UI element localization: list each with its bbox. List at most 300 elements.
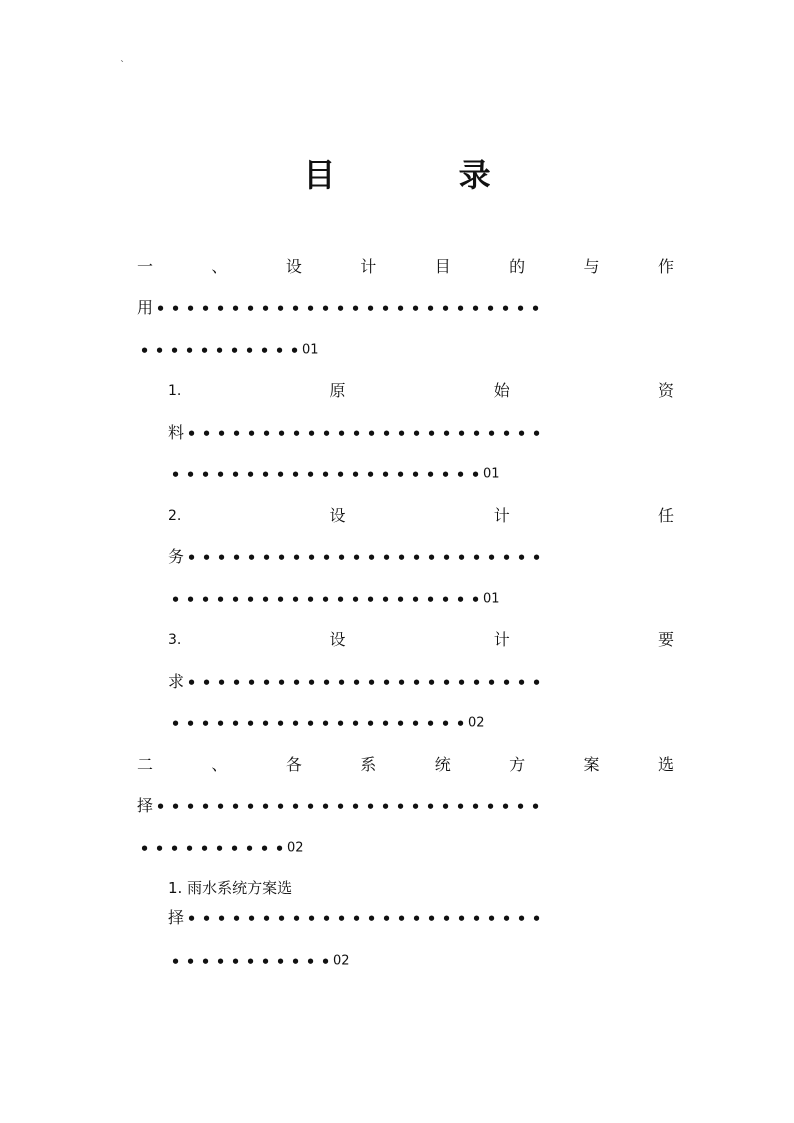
leader-dot: • bbox=[305, 299, 316, 318]
toc-entry-1-heading bbox=[137, 255, 674, 279]
toc-char: 选 bbox=[657, 755, 674, 774]
toc-char: 设 bbox=[285, 257, 302, 276]
leader-dot: • bbox=[381, 424, 392, 443]
page-number: 02 bbox=[468, 715, 485, 731]
leader-dot: • bbox=[440, 465, 451, 484]
toc-entry-1-2-leader-line bbox=[168, 545, 678, 569]
leader-dot: • bbox=[471, 424, 482, 443]
leader-dot: • bbox=[260, 590, 271, 609]
leader-dot: • bbox=[485, 299, 496, 318]
dot-leader bbox=[168, 588, 483, 612]
leader-dot: • bbox=[470, 465, 481, 484]
leader-dot: • bbox=[396, 909, 407, 928]
leader-dot: • bbox=[276, 548, 287, 567]
leader-dot: • bbox=[486, 909, 497, 928]
leader-dot: • bbox=[441, 673, 452, 692]
leader-dot: • bbox=[351, 909, 362, 928]
leader-dot: • bbox=[291, 909, 302, 928]
leader-dot: • bbox=[200, 590, 211, 609]
leader-dot: • bbox=[380, 714, 391, 733]
toc-char: 始 bbox=[493, 381, 510, 400]
leader-dot: • bbox=[335, 299, 346, 318]
leader-dot: • bbox=[441, 909, 452, 928]
leader-dot: • bbox=[350, 714, 361, 733]
leader-dot: • bbox=[215, 299, 226, 318]
leader-dot: • bbox=[214, 341, 225, 360]
toc-entry-1-1-leader-line bbox=[168, 421, 678, 445]
leader-dot: • bbox=[531, 548, 542, 567]
dot-leader bbox=[184, 907, 544, 931]
leader-dot: • bbox=[486, 548, 497, 567]
leader-dot: • bbox=[155, 797, 166, 816]
leader-dot: • bbox=[531, 424, 542, 443]
leader-dot: • bbox=[515, 299, 526, 318]
leader-dot: • bbox=[245, 590, 256, 609]
toc-char: 、 bbox=[211, 257, 228, 276]
toc-entry-1-1-heading bbox=[168, 379, 674, 403]
leader-dot: • bbox=[199, 341, 210, 360]
leader-dot: • bbox=[425, 465, 436, 484]
leader-dot: • bbox=[396, 548, 407, 567]
toc-char: 要 bbox=[657, 630, 674, 649]
leader-dot: • bbox=[410, 797, 421, 816]
leader-dot: • bbox=[441, 548, 452, 567]
toc-entry-2-heading bbox=[137, 753, 674, 777]
toc-char: 3. bbox=[168, 632, 182, 648]
leader-dot: • bbox=[470, 797, 481, 816]
leader-dot: • bbox=[410, 299, 421, 318]
leader-dot: • bbox=[244, 839, 255, 858]
leader-dot: • bbox=[516, 424, 527, 443]
leader-dot: • bbox=[184, 839, 195, 858]
leader-dot: • bbox=[216, 424, 227, 443]
leader-dot: • bbox=[260, 952, 271, 971]
leader-dot: • bbox=[246, 673, 257, 692]
leader-dot: • bbox=[185, 590, 196, 609]
leader-dot: • bbox=[396, 424, 407, 443]
toc-entry-1-3-heading bbox=[168, 628, 674, 652]
leader-dot: • bbox=[516, 673, 527, 692]
leader-dot: • bbox=[154, 341, 165, 360]
leader-dot: • bbox=[291, 424, 302, 443]
leader-dot: • bbox=[200, 465, 211, 484]
leader-dot: • bbox=[260, 797, 271, 816]
leader-dot: • bbox=[366, 424, 377, 443]
toc-entry-2-1-leader-line bbox=[168, 906, 678, 930]
leader-dot: • bbox=[230, 797, 241, 816]
leader-dot: • bbox=[351, 548, 362, 567]
leader-dot: • bbox=[215, 797, 226, 816]
leader-dot: • bbox=[245, 797, 256, 816]
leader-dot: • bbox=[366, 909, 377, 928]
toc-entry-2-1-heading bbox=[168, 876, 468, 900]
leader-dot: • bbox=[470, 299, 481, 318]
leader-dot: • bbox=[244, 341, 255, 360]
toc-entry-1-leader-line bbox=[137, 296, 677, 320]
toc-char: 系 bbox=[360, 755, 377, 774]
leader-dot: • bbox=[274, 839, 285, 858]
leader-dot: • bbox=[381, 548, 392, 567]
page-number: 01 bbox=[483, 591, 500, 607]
toc-entry-1-2-leader-end bbox=[168, 587, 568, 611]
leader-dot: • bbox=[440, 299, 451, 318]
leader-dot: • bbox=[411, 548, 422, 567]
leader-dot: • bbox=[395, 714, 406, 733]
leader-dot: • bbox=[365, 299, 376, 318]
leader-dot: • bbox=[260, 299, 271, 318]
leader-dot: • bbox=[214, 839, 225, 858]
leader-dot: • bbox=[426, 424, 437, 443]
leader-dot: • bbox=[336, 673, 347, 692]
leader-dot: • bbox=[336, 909, 347, 928]
leader-dot: • bbox=[350, 299, 361, 318]
leader-dot: • bbox=[259, 839, 270, 858]
leader-dot: • bbox=[381, 673, 392, 692]
dot-leader bbox=[137, 339, 302, 363]
leader-dot: • bbox=[365, 797, 376, 816]
leader-dot: • bbox=[289, 341, 300, 360]
leader-dot: • bbox=[306, 909, 317, 928]
toc-char: 统 bbox=[434, 755, 451, 774]
leader-dot: • bbox=[411, 673, 422, 692]
leader-dot: • bbox=[380, 590, 391, 609]
leader-dot: • bbox=[320, 714, 331, 733]
toc-char: 任 bbox=[657, 506, 674, 525]
leader-dot: • bbox=[365, 714, 376, 733]
leader-dot: • bbox=[200, 797, 211, 816]
leader-dot: • bbox=[321, 424, 332, 443]
leader-dot: • bbox=[185, 952, 196, 971]
leader-dot: • bbox=[229, 341, 240, 360]
leader-dot: • bbox=[231, 424, 242, 443]
leader-dot: • bbox=[351, 424, 362, 443]
leader-dot: • bbox=[530, 299, 541, 318]
leader-dot: • bbox=[216, 548, 227, 567]
leader-dot: • bbox=[259, 341, 270, 360]
leader-dot: • bbox=[201, 424, 212, 443]
leader-dot: • bbox=[170, 797, 181, 816]
leader-dot: • bbox=[275, 714, 286, 733]
leader-dot: • bbox=[486, 673, 497, 692]
leader-dot: • bbox=[216, 909, 227, 928]
toc-entry-1-2-heading bbox=[168, 504, 674, 528]
leader-dot: • bbox=[275, 590, 286, 609]
leader-dot: • bbox=[350, 590, 361, 609]
leader-dot: • bbox=[455, 714, 466, 733]
toc-char: 的 bbox=[509, 257, 526, 276]
dot-leader bbox=[168, 463, 483, 487]
leader-dot: • bbox=[440, 797, 451, 816]
leader-dot: • bbox=[170, 714, 181, 733]
dot-leader bbox=[137, 837, 287, 861]
toc-entry-2-leader-line bbox=[137, 794, 677, 818]
leader-dot: • bbox=[170, 590, 181, 609]
toc-char: 用 bbox=[137, 298, 154, 317]
toc-char: 计 bbox=[493, 506, 510, 525]
leader-dot: • bbox=[245, 714, 256, 733]
page-number: 01 bbox=[302, 342, 319, 358]
leader-dot: • bbox=[335, 797, 346, 816]
toc-char: 务 bbox=[168, 547, 185, 566]
leader-dot: • bbox=[456, 673, 467, 692]
toc-entry-1-1-leader-end bbox=[168, 462, 568, 486]
leader-dot: • bbox=[229, 839, 240, 858]
leader-dot: • bbox=[306, 673, 317, 692]
leader-dot: • bbox=[139, 341, 150, 360]
leader-dot: • bbox=[471, 548, 482, 567]
leader-dot: • bbox=[410, 714, 421, 733]
dot-leader bbox=[168, 712, 468, 736]
toc-char: 作 bbox=[657, 257, 674, 276]
leader-dot: • bbox=[246, 424, 257, 443]
toc-entry-2-leader-end bbox=[137, 836, 437, 860]
leader-dot: • bbox=[290, 299, 301, 318]
leader-dot: • bbox=[395, 299, 406, 318]
leader-dot: • bbox=[396, 673, 407, 692]
leader-dot: • bbox=[531, 909, 542, 928]
leader-dot: • bbox=[410, 590, 421, 609]
leader-dot: • bbox=[471, 909, 482, 928]
leader-dot: • bbox=[184, 341, 195, 360]
leader-dot: • bbox=[336, 548, 347, 567]
leader-dot: • bbox=[170, 299, 181, 318]
leader-dot: • bbox=[290, 465, 301, 484]
page-title: 目 录 bbox=[303, 156, 547, 194]
leader-dot: • bbox=[501, 424, 512, 443]
toc-char: 一 bbox=[137, 257, 154, 276]
leader-dot: • bbox=[516, 548, 527, 567]
leader-dot: • bbox=[245, 299, 256, 318]
leader-dot: • bbox=[425, 590, 436, 609]
leader-dot: • bbox=[440, 590, 451, 609]
leader-dot: • bbox=[425, 714, 436, 733]
leader-dot: • bbox=[320, 299, 331, 318]
leader-dot: • bbox=[335, 590, 346, 609]
leader-dot: • bbox=[199, 839, 210, 858]
leader-dot: • bbox=[320, 797, 331, 816]
dot-leader bbox=[153, 297, 543, 321]
leader-dot: • bbox=[366, 673, 377, 692]
leader-dot: • bbox=[485, 797, 496, 816]
leader-dot: • bbox=[321, 673, 332, 692]
leader-dot: • bbox=[230, 590, 241, 609]
leader-dot: • bbox=[516, 909, 527, 928]
toc-char: 计 bbox=[360, 257, 377, 276]
leader-dot: • bbox=[231, 548, 242, 567]
leader-dot: • bbox=[186, 424, 197, 443]
leader-dot: • bbox=[365, 465, 376, 484]
toc-char: 、 bbox=[211, 755, 228, 774]
leader-dot: • bbox=[486, 424, 497, 443]
toc-char: 方 bbox=[509, 755, 526, 774]
leader-dot: • bbox=[456, 909, 467, 928]
leader-dot: • bbox=[169, 341, 180, 360]
leader-dot: • bbox=[455, 465, 466, 484]
leader-dot: • bbox=[456, 424, 467, 443]
leader-dot: • bbox=[261, 909, 272, 928]
leader-dot: • bbox=[395, 590, 406, 609]
leader-dot: • bbox=[501, 548, 512, 567]
leader-dot: • bbox=[500, 797, 511, 816]
leader-dot: • bbox=[380, 797, 391, 816]
toc-entry-text: 1. 雨水系统方案选 bbox=[168, 879, 293, 897]
toc-entry-1-3-leader-end bbox=[168, 711, 568, 735]
page-number: 02 bbox=[287, 840, 304, 856]
leader-dot: • bbox=[305, 797, 316, 816]
leader-dot: • bbox=[215, 590, 226, 609]
leader-dot: • bbox=[216, 673, 227, 692]
leader-dot: • bbox=[276, 424, 287, 443]
leader-dot: • bbox=[501, 673, 512, 692]
toc-char: 求 bbox=[168, 672, 185, 691]
leader-dot: • bbox=[501, 909, 512, 928]
leader-dot: • bbox=[320, 590, 331, 609]
leader-dot: • bbox=[169, 839, 180, 858]
leader-dot: • bbox=[275, 797, 286, 816]
leader-dot: • bbox=[185, 299, 196, 318]
leader-dot: • bbox=[306, 424, 317, 443]
leader-dot: • bbox=[455, 797, 466, 816]
leader-dot: • bbox=[305, 465, 316, 484]
leader-dot: • bbox=[380, 465, 391, 484]
toc-char: 择 bbox=[137, 796, 154, 815]
leader-dot: • bbox=[425, 797, 436, 816]
leader-dot: • bbox=[291, 673, 302, 692]
leader-dot: • bbox=[231, 909, 242, 928]
leader-dot: • bbox=[455, 299, 466, 318]
leader-dot: • bbox=[305, 590, 316, 609]
leader-dot: • bbox=[411, 424, 422, 443]
leader-dot: • bbox=[426, 673, 437, 692]
leader-dot: • bbox=[515, 797, 526, 816]
leader-dot: • bbox=[230, 952, 241, 971]
leader-dot: • bbox=[245, 952, 256, 971]
leader-dot: • bbox=[275, 952, 286, 971]
leader-dot: • bbox=[530, 797, 541, 816]
toc-entry-1-leader-end bbox=[137, 338, 437, 362]
toc-char: 各 bbox=[285, 755, 302, 774]
leader-dot: • bbox=[230, 299, 241, 318]
toc-char: 设 bbox=[329, 630, 346, 649]
leader-dot: • bbox=[230, 714, 241, 733]
leader-dot: • bbox=[456, 548, 467, 567]
leader-dot: • bbox=[200, 714, 211, 733]
leader-dot: • bbox=[185, 797, 196, 816]
leader-dot: • bbox=[186, 909, 197, 928]
toc-char: 计 bbox=[493, 630, 510, 649]
leader-dot: • bbox=[201, 909, 212, 928]
leader-dot: • bbox=[155, 299, 166, 318]
leader-dot: • bbox=[185, 714, 196, 733]
leader-dot: • bbox=[291, 548, 302, 567]
leader-dot: • bbox=[320, 952, 331, 971]
leader-dot: • bbox=[290, 797, 301, 816]
leader-dot: • bbox=[215, 714, 226, 733]
toc-char: 原 bbox=[329, 381, 346, 400]
leader-dot: • bbox=[261, 548, 272, 567]
leader-dot: • bbox=[425, 299, 436, 318]
toc-char: 资 bbox=[657, 381, 674, 400]
dot-leader bbox=[168, 950, 333, 974]
toc-char: 与 bbox=[583, 257, 600, 276]
leader-dot: • bbox=[440, 714, 451, 733]
leader-dot: • bbox=[305, 952, 316, 971]
leader-dot: • bbox=[365, 590, 376, 609]
toc-char: 目 bbox=[434, 257, 451, 276]
leader-dot: • bbox=[274, 341, 285, 360]
leader-dot: • bbox=[245, 465, 256, 484]
dot-leader bbox=[153, 795, 543, 819]
leader-dot: • bbox=[380, 299, 391, 318]
page-number: 01 bbox=[483, 466, 500, 482]
leader-dot: • bbox=[320, 465, 331, 484]
leader-dot: • bbox=[395, 465, 406, 484]
leader-dot: • bbox=[275, 299, 286, 318]
leader-dot: • bbox=[350, 465, 361, 484]
leader-dot: • bbox=[246, 548, 257, 567]
leader-dot: • bbox=[305, 714, 316, 733]
dot-leader bbox=[184, 422, 544, 446]
leader-dot: • bbox=[381, 909, 392, 928]
toc-char: 二 bbox=[137, 755, 154, 774]
leader-dot: • bbox=[290, 952, 301, 971]
toc-char: 料 bbox=[168, 423, 185, 442]
leader-dot: • bbox=[350, 797, 361, 816]
leader-dot: • bbox=[306, 548, 317, 567]
leader-dot: • bbox=[200, 952, 211, 971]
leader-dot: • bbox=[139, 839, 150, 858]
corner-mark: ` bbox=[120, 60, 125, 71]
leader-dot: • bbox=[395, 797, 406, 816]
leader-dot: • bbox=[276, 909, 287, 928]
toc-char: 1. bbox=[168, 383, 182, 399]
dot-leader bbox=[184, 546, 544, 570]
leader-dot: • bbox=[366, 548, 377, 567]
leader-dot: • bbox=[230, 465, 241, 484]
leader-dot: • bbox=[290, 714, 301, 733]
leader-dot: • bbox=[200, 299, 211, 318]
leader-dot: • bbox=[500, 299, 511, 318]
leader-dot: • bbox=[260, 714, 271, 733]
dot-leader bbox=[184, 671, 544, 695]
leader-dot: • bbox=[186, 673, 197, 692]
leader-dot: • bbox=[470, 590, 481, 609]
leader-dot: • bbox=[411, 909, 422, 928]
leader-dot: • bbox=[531, 673, 542, 692]
toc-char: 择 bbox=[168, 908, 185, 927]
leader-dot: • bbox=[455, 590, 466, 609]
toc-entry-2-1-leader-end bbox=[168, 949, 468, 973]
leader-dot: • bbox=[154, 839, 165, 858]
toc-char: 设 bbox=[329, 506, 346, 525]
leader-dot: • bbox=[261, 424, 272, 443]
leader-dot: • bbox=[471, 673, 482, 692]
leader-dot: • bbox=[260, 465, 271, 484]
leader-dot: • bbox=[201, 673, 212, 692]
leader-dot: • bbox=[290, 590, 301, 609]
leader-dot: • bbox=[186, 548, 197, 567]
leader-dot: • bbox=[215, 465, 226, 484]
leader-dot: • bbox=[426, 909, 437, 928]
leader-dot: • bbox=[410, 465, 421, 484]
leader-dot: • bbox=[276, 673, 287, 692]
leader-dot: • bbox=[170, 952, 181, 971]
leader-dot: • bbox=[201, 548, 212, 567]
leader-dot: • bbox=[215, 952, 226, 971]
leader-dot: • bbox=[321, 909, 332, 928]
leader-dot: • bbox=[261, 673, 272, 692]
leader-dot: • bbox=[231, 673, 242, 692]
